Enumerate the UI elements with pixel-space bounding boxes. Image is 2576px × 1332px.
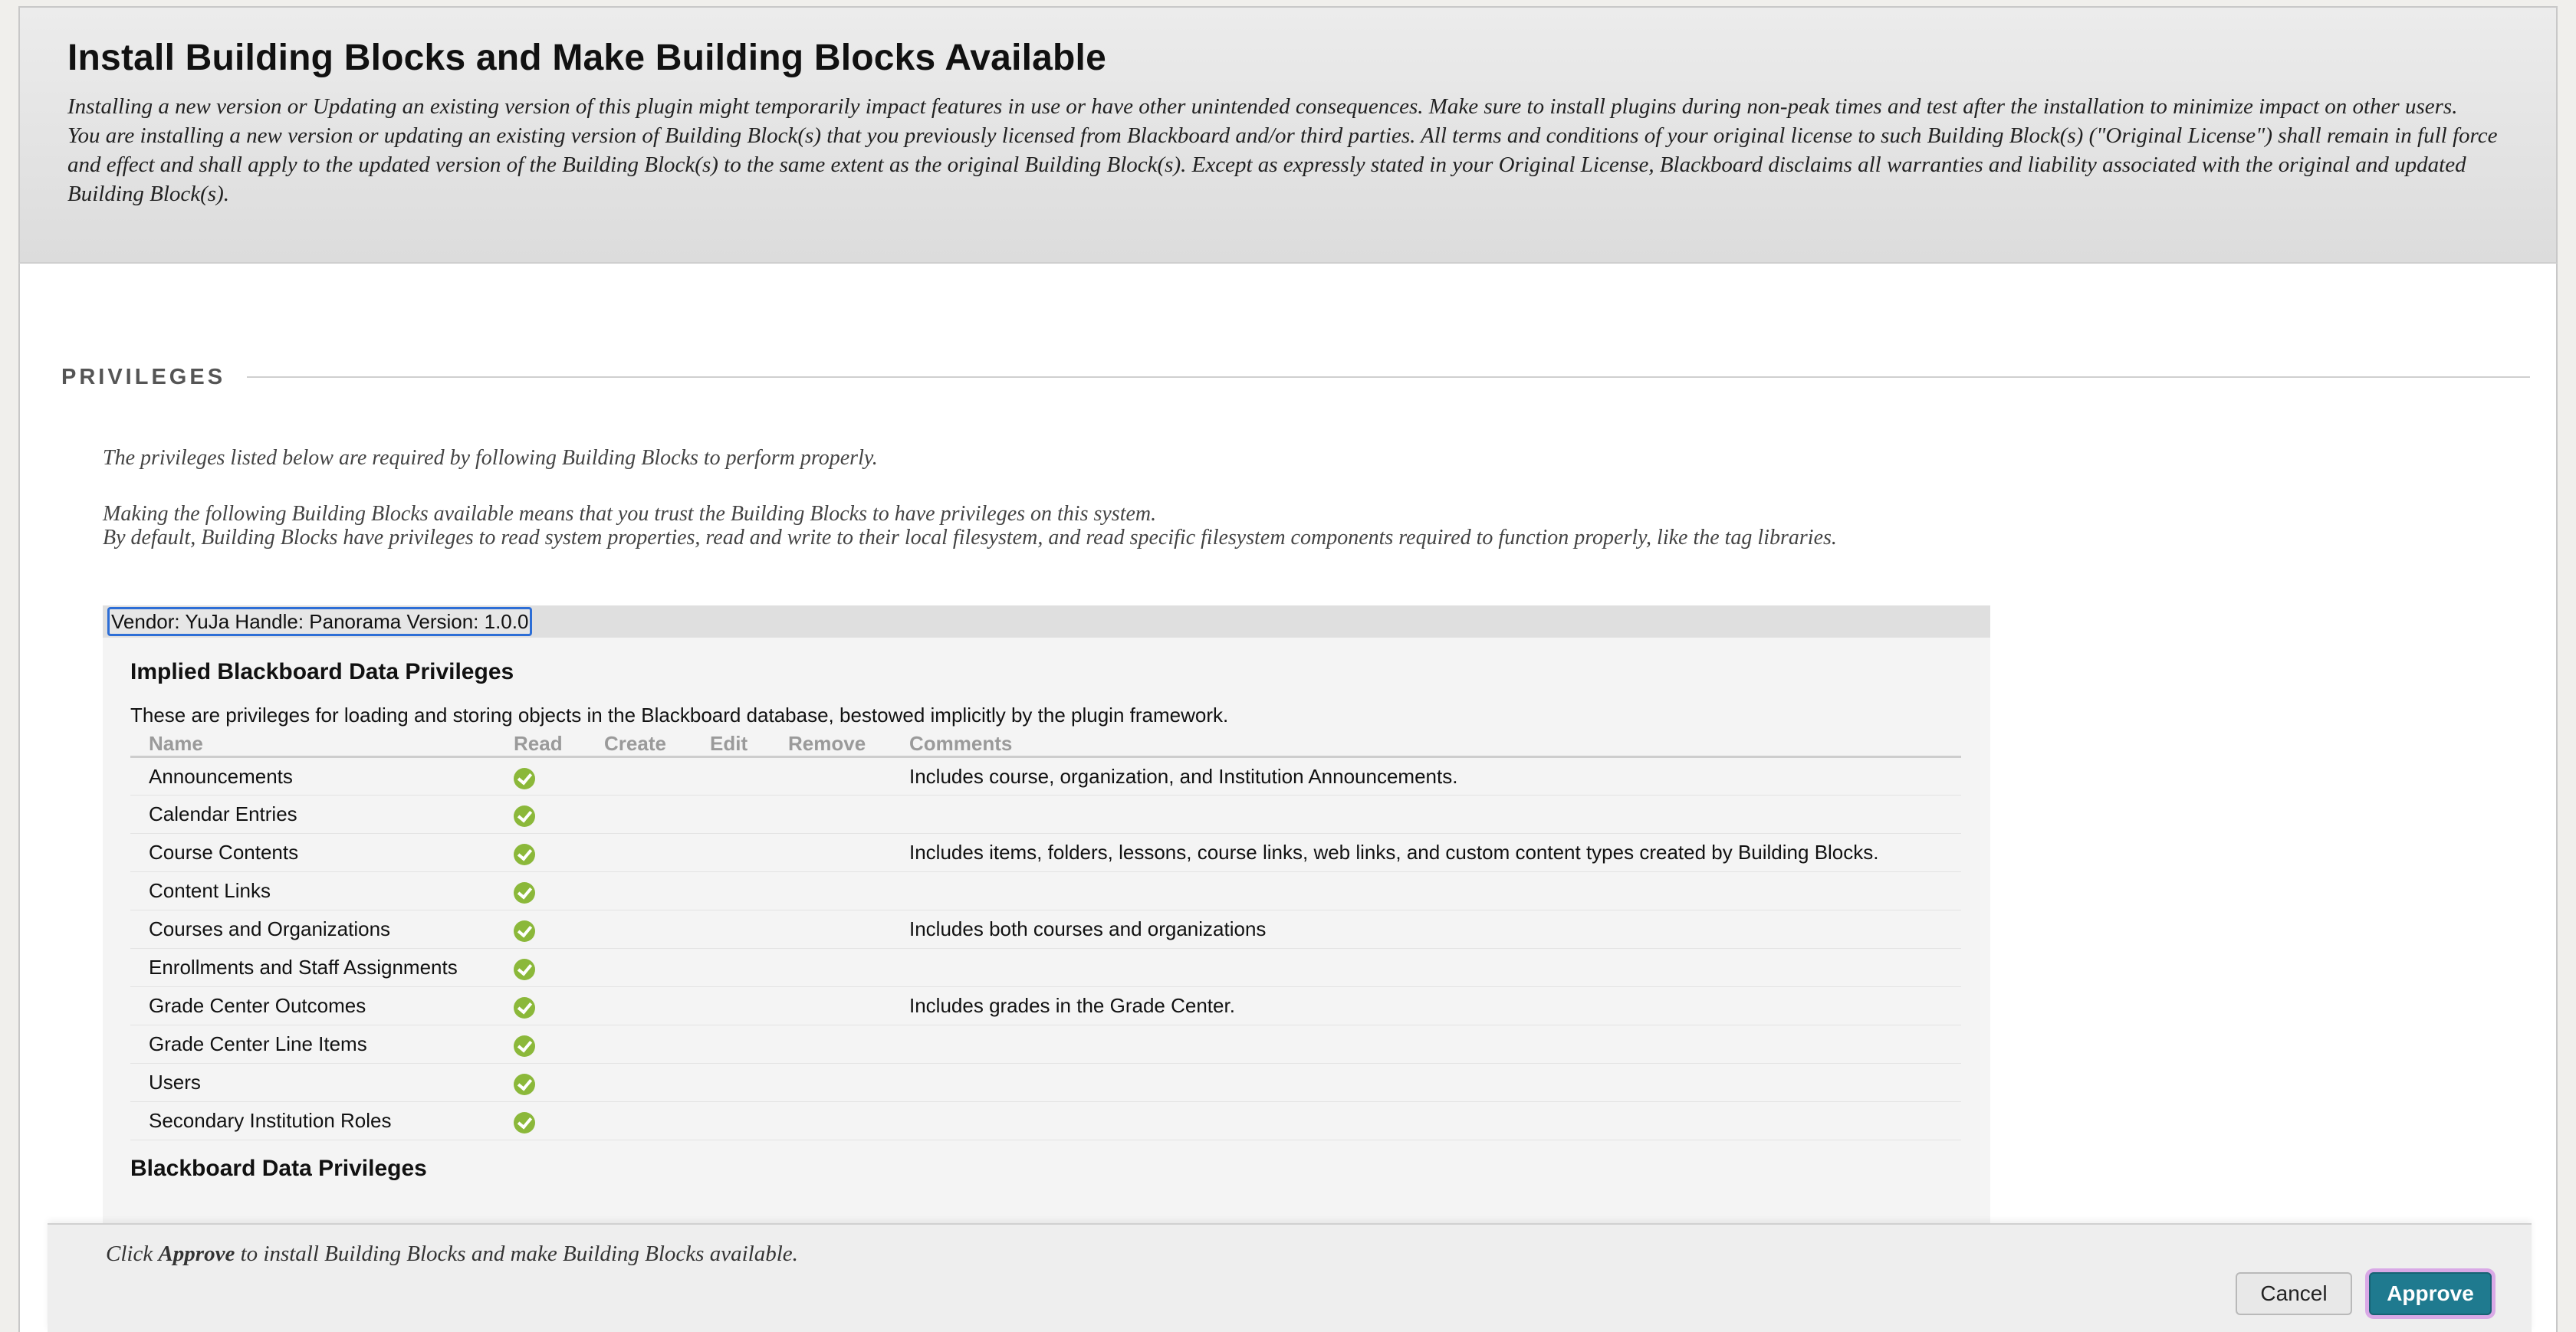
cell-name: Secondary Institution Roles <box>130 1102 495 1140</box>
cell-create <box>586 834 692 872</box>
check-circle-icon <box>514 1035 535 1057</box>
page-header <box>18 6 2558 264</box>
cell-read <box>495 796 586 834</box>
cell-comment: Includes course, organization, and Institution Announcements. <box>891 757 1961 796</box>
cell-name: Announcements <box>130 757 495 796</box>
page-title: Install Building Blocks and Make Building Blocks Available <box>67 38 1106 78</box>
cell-create <box>586 949 692 987</box>
cell-edit <box>692 1102 770 1140</box>
cell-edit <box>692 872 770 910</box>
privileges-table-body <box>130 757 1961 1140</box>
cell-name: Content Links <box>130 872 495 910</box>
cell-comment <box>891 949 1961 987</box>
privileges-section-header <box>61 362 2530 392</box>
approve-instructions <box>106 1242 798 1267</box>
cell-read <box>495 949 586 987</box>
section-divider <box>247 376 2530 378</box>
cell-create <box>586 872 692 910</box>
cell-read <box>495 1102 586 1140</box>
privileges-intro <box>103 446 2249 550</box>
vendor-bar <box>103 605 1990 638</box>
table-row <box>130 1102 1961 1140</box>
cell-comment <box>891 1025 1961 1064</box>
instructions-approve-word: Approve <box>158 1242 235 1266</box>
column-header-remove: Remove <box>770 732 891 757</box>
table-row <box>130 757 1961 796</box>
approve-button[interactable]: Approve <box>2369 1272 2492 1315</box>
intro-text-1: The privileges listed below are required by following Building Blocks to perform properly. <box>103 446 878 470</box>
cell-read <box>495 757 586 796</box>
cell-create <box>586 1102 692 1140</box>
cell-comment: Includes both courses and organizations <box>891 910 1961 949</box>
privileges-table <box>130 732 1961 1140</box>
cell-remove <box>770 949 891 987</box>
check-circle-icon <box>514 805 535 827</box>
check-circle-icon <box>514 882 535 904</box>
column-header-read: Read <box>495 732 586 757</box>
check-circle-icon <box>514 920 535 942</box>
cell-read <box>495 987 586 1025</box>
implied-privileges-description: These are privileges for loading and storing objects in the Blackboard database, bestowed implicitly by the plugin framework. <box>130 704 1229 727</box>
cell-remove <box>770 910 891 949</box>
cell-edit <box>692 987 770 1025</box>
cell-remove <box>770 1102 891 1140</box>
cell-name: Enrollments and Staff Assignments <box>130 949 495 987</box>
building-block-panel <box>103 605 1990 1226</box>
cell-remove <box>770 796 891 834</box>
table-row <box>130 872 1961 910</box>
cell-create <box>586 1064 692 1102</box>
cell-read <box>495 834 586 872</box>
table-row <box>130 796 1961 834</box>
cell-edit <box>692 1064 770 1102</box>
cell-edit <box>692 796 770 834</box>
vendor-info[interactable]: Vendor: YuJa Handle: Panorama Version: 1.0.0 <box>107 607 532 636</box>
cell-comment <box>891 1102 1961 1140</box>
check-circle-icon <box>514 844 535 865</box>
cell-name: Grade Center Line Items <box>130 1025 495 1064</box>
cell-create <box>586 796 692 834</box>
check-circle-icon <box>514 1112 535 1134</box>
column-header-create: Create <box>586 732 692 757</box>
cell-remove <box>770 987 891 1025</box>
cell-read <box>495 1064 586 1102</box>
table-row <box>130 949 1961 987</box>
intro-text-3: By default, Building Blocks have privileges to read system properties, read and write to their local filesystem, and read specific filesystem components required to function properly, like the tag libraries. <box>103 526 1837 550</box>
cell-comment: Includes grades in the Grade Center. <box>891 987 1961 1025</box>
instructions-prefix: Click <box>106 1242 159 1266</box>
cell-edit <box>692 757 770 796</box>
cancel-button[interactable]: Cancel <box>2236 1272 2352 1315</box>
cell-name: Grade Center Outcomes <box>130 987 495 1025</box>
section-label: PRIVILEGES <box>61 364 226 389</box>
cell-edit <box>692 1025 770 1064</box>
cell-remove <box>770 872 891 910</box>
cell-edit <box>692 910 770 949</box>
cell-remove <box>770 1064 891 1102</box>
data-privileges-heading: Blackboard Data Privileges <box>130 1156 427 1181</box>
cell-remove <box>770 1025 891 1064</box>
cell-comment <box>891 872 1961 910</box>
cell-edit <box>692 834 770 872</box>
action-footer <box>48 1223 2532 1332</box>
cell-create <box>586 910 692 949</box>
check-circle-icon <box>514 959 535 980</box>
cell-read <box>495 872 586 910</box>
implied-privileges-heading: Implied Blackboard Data Privileges <box>130 659 514 684</box>
cell-comment: Includes items, folders, lessons, course links, web links, and custom content types created by Building Blocks. <box>891 834 1961 872</box>
cell-create <box>586 757 692 796</box>
cell-comment <box>891 1064 1961 1102</box>
instructions-suffix: to install Building Blocks and make Building Blocks available. <box>235 1242 798 1266</box>
cell-create <box>586 987 692 1025</box>
column-header-edit: Edit <box>692 732 770 757</box>
cell-name: Courses and Organizations <box>130 910 495 949</box>
check-circle-icon <box>514 768 535 789</box>
install-warning: Installing a new version or Updating an existing version of this plugin might temporarily impact features in use or have other unintended consequences. Make sure to install plugins during non-peak times and test after the installation to minimize impact on other users. <box>67 94 2458 119</box>
cell-read <box>495 910 586 949</box>
cell-name: Calendar Entries <box>130 796 495 834</box>
table-header-row <box>130 732 1961 757</box>
cell-name: Course Contents <box>130 834 495 872</box>
cell-edit <box>692 949 770 987</box>
table-row <box>130 910 1961 949</box>
cell-comment <box>891 796 1961 834</box>
cell-remove <box>770 757 891 796</box>
check-circle-icon <box>514 997 535 1019</box>
check-circle-icon <box>514 1074 535 1095</box>
cell-name: Users <box>130 1064 495 1102</box>
table-row <box>130 1064 1961 1102</box>
panel-body <box>103 638 1990 1182</box>
intro-text-2: Making the following Building Blocks available means that you trust the Building Blocks to have privileges on this system. <box>103 502 1157 526</box>
cell-remove <box>770 834 891 872</box>
license-notice: You are installing a new version or updating an existing version of Building Block(s) that you previously licensed from Blackboard and/or third parties. All terms and conditions of your original license to such Building Block(s) ("Original License") shall remain in full force and effect and shall apply to the updated version of the Building Block(s) to the same extent as the original Building Block(s). Except as expressly stated in your Original License, Blackboard disclaims all warranties and liability associated with the original and updated Building Block(s). <box>67 123 2498 206</box>
column-header-name: Name <box>130 732 495 757</box>
cell-read <box>495 1025 586 1064</box>
table-row <box>130 987 1961 1025</box>
table-row <box>130 834 1961 872</box>
column-header-comments: Comments <box>891 732 1961 757</box>
table-row <box>130 1025 1961 1064</box>
cell-create <box>586 1025 692 1064</box>
